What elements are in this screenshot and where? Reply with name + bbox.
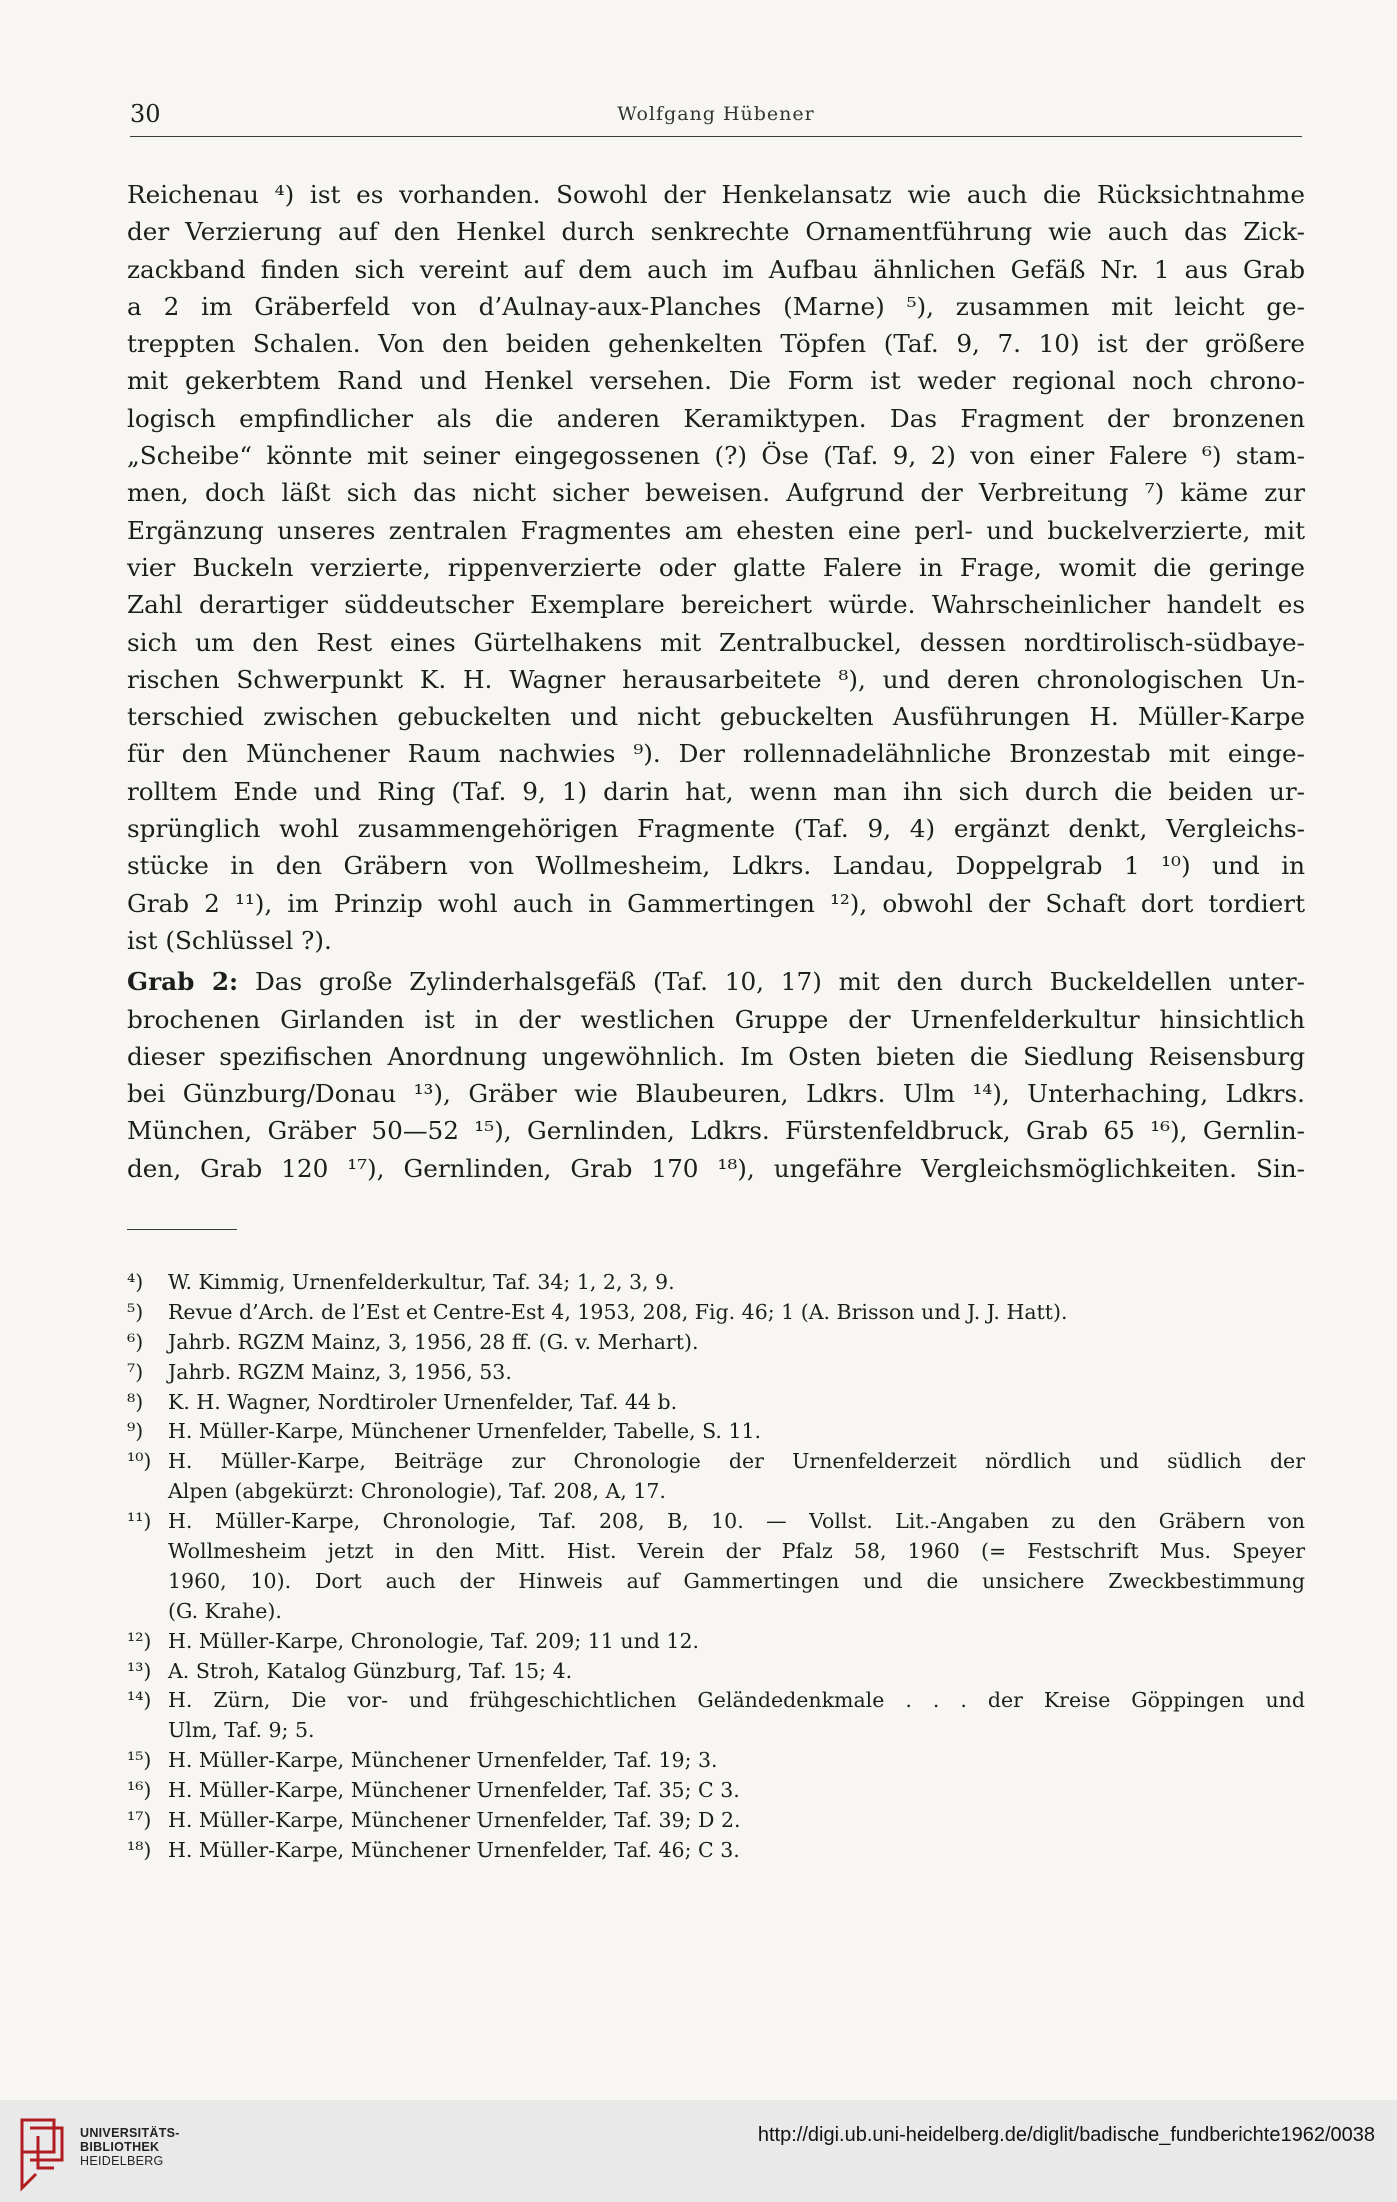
text-line: terschied zwischen gebuckelten und nicht gebuckelten Ausführungen H. Müller-Karpe bbox=[127, 702, 1305, 732]
footnote-number: ¹⁷) bbox=[127, 1808, 152, 1833]
footnote-number: ¹⁰) bbox=[127, 1449, 152, 1474]
footnote-continuation: 1960, 10). Dort auch der Hinweis auf Gammertingen und die unsichere Zweckbestimmung bbox=[168, 1568, 1305, 1593]
text-line: München, Gräber 50—52 ¹⁵), Gernlinden, Ldkrs. Fürstenfeldbruck, Grab 65 ¹⁶), Gernlin- bbox=[127, 1116, 1305, 1146]
source-url-link[interactable]: http://digi.ub.uni-heidelberg.de/diglit/badische_fundberichte1962/0038 bbox=[757, 2124, 1375, 2146]
footnote-text: H. Zürn, Die vor- und frühgeschichtlichen Geländedenkmale . . . der Kreise Göppingen und bbox=[168, 1688, 1305, 1713]
library-name[interactable] bbox=[80, 2126, 180, 2168]
footnote-number: ¹⁴) bbox=[127, 1688, 152, 1713]
footnote-text: H. Müller-Karpe, Münchener Urnenfelder, Tabelle, S. 11. bbox=[168, 1419, 762, 1444]
footnote bbox=[127, 1268, 1305, 1298]
footnote bbox=[127, 1836, 1305, 1866]
footnote-text: K. H. Wagner, Nordtiroler Urnenfelder, Taf. 44 b. bbox=[168, 1389, 678, 1414]
footnote-number: ⁵) bbox=[127, 1299, 144, 1324]
grab2-heading: Grab 2: bbox=[127, 967, 239, 997]
footnote-number: ⁶) bbox=[127, 1329, 144, 1354]
footnote bbox=[127, 1417, 1305, 1447]
footnote-number: ⁷) bbox=[127, 1359, 144, 1384]
library-name-line: UNIVERSITÄTS- bbox=[80, 2126, 180, 2140]
text-line: dieser spezifischen Anordnung ungewöhnlich. Im Osten bieten die Siedlung Reisensburg bbox=[127, 1041, 1305, 1071]
footnote bbox=[127, 1746, 1305, 1776]
text-line: der Verzierung auf den Henkel durch senkrechte Ornamentführung wie auch das Zick- bbox=[127, 217, 1305, 247]
footnote-continuation: Wollmesheim jetzt in den Mitt. Hist. Verein der Pfalz 58, 1960 (= Festschrift Mus. Speyer bbox=[168, 1539, 1305, 1564]
text-line: Reichenau ⁴) ist es vorhanden. Sowohl der Henkelansatz wie auch die Rücksichtnahme bbox=[127, 180, 1305, 209]
text-line: mit gekerbtem Rand und Henkel versehen. Die Form ist weder regional noch chrono- bbox=[127, 366, 1305, 396]
footnote-text: H. Müller-Karpe, Beiträge zur Chronologie der Urnenfelderzeit nördlich und südlich der bbox=[168, 1449, 1305, 1474]
footnote-number: ⁴) bbox=[127, 1270, 144, 1294]
body-text bbox=[127, 176, 1305, 1187]
footnote-text: H. Müller-Karpe, Chronologie, Taf. 209; 11 und 12. bbox=[168, 1628, 700, 1653]
text-line: rolltem Ende und Ring (Taf. 9, 1) darin hat, wenn man ihn sich durch die beiden ur- bbox=[127, 776, 1305, 806]
grab2-first-line: Das große Zylinderhalsgefäß (Taf. 10, 17) mit den durch Buckeldellen unter- bbox=[238, 967, 1306, 997]
text-line: Ergänzung unseres zentralen Fragmentes am ehesten eine perl- und buckelverzierte, mit bbox=[127, 515, 1305, 545]
footnote-number: ¹⁶) bbox=[127, 1778, 152, 1803]
text-line: Zahl derartiger süddeutscher Exemplare bereichert würde. Wahrscheinlicher handelt es bbox=[127, 590, 1305, 620]
footnote-number: ¹¹) bbox=[127, 1509, 152, 1534]
page-header bbox=[130, 100, 1302, 137]
university-library-logo-icon[interactable] bbox=[14, 2108, 72, 2196]
text-line: brochenen Girlanden ist in der westlichen Gruppe der Urnenfelderkultur hinsichtlich bbox=[127, 1004, 1305, 1034]
paragraph-grab2 bbox=[127, 963, 1305, 1187]
footnote-text: Jahrb. RGZM Mainz, 3, 1956, 28 ff. (G. v. Merhart). bbox=[168, 1329, 699, 1354]
footnote-text: A. Stroh, Katalog Günzburg, Taf. 15; 4. bbox=[168, 1658, 573, 1683]
text-line: logisch empfindlicher als die anderen Keramiktypen. Das Fragment der bronzenen bbox=[127, 403, 1305, 433]
footnote bbox=[127, 1298, 1305, 1328]
footnote bbox=[127, 1447, 1305, 1477]
footnote-number: ⁸) bbox=[127, 1389, 144, 1414]
footnote-text: Revue d’Arch. de l’Est et Centre-Est 4, 1953, 208, Fig. 46; 1 (A. Brisson und J. J. Hatt). bbox=[168, 1299, 1068, 1324]
footnote-rule bbox=[127, 1229, 237, 1230]
library-name-line: BIBLIOTHEK bbox=[80, 2140, 160, 2154]
running-head: Wolfgang Hübener bbox=[617, 103, 815, 125]
text-line: zackband finden sich vereint auf dem auch im Aufbau ähnlichen Gefäß Nr. 1 aus Grab bbox=[127, 254, 1305, 284]
footnote bbox=[127, 1776, 1305, 1806]
text-line: sprünglich wohl zusammengehörigen Fragmente (Taf. 9, 4) ergänzt denkt, Vergleichs- bbox=[127, 814, 1305, 844]
footnote-text: Jahrb. RGZM Mainz, 3, 1956, 53. bbox=[168, 1359, 512, 1384]
footnote-number: ¹²) bbox=[127, 1628, 152, 1653]
library-name-line: HEIDELBERG bbox=[80, 2154, 164, 2168]
text-line bbox=[127, 963, 1305, 1000]
footnote-number: ¹³) bbox=[127, 1658, 152, 1683]
text-line: für den Münchener Raum nachwies ⁹). Der rollennadelähnliche Bronzestab mit einge- bbox=[127, 739, 1305, 769]
text-line: sich um den Rest eines Gürtelhakens mit Zentralbuckel, dessen nordtirolisch-südbaye- bbox=[127, 627, 1305, 657]
text-line: treppten Schalen. Von den beiden gehenkelten Töpfen (Taf. 9, 7. 10) ist der größere bbox=[127, 329, 1305, 359]
footnote-continuation: Alpen (abgekürzt: Chronologie), Taf. 208, A, 17. bbox=[168, 1479, 666, 1504]
text-line: Grab 2 ¹¹), im Prinzip wohl auch in Gammertingen ¹²), obwohl der Schaft dort tordiert bbox=[127, 888, 1305, 918]
page-number: 30 bbox=[130, 100, 161, 128]
footnote-continuation: Ulm, Taf. 9; 5. bbox=[168, 1718, 315, 1743]
viewer-footer bbox=[0, 2100, 1397, 2202]
text-line: den, Grab 120 ¹⁷), Gernlinden, Grab 170 ¹⁸), ungefähre Vergleichsmöglichkeiten. Sin- bbox=[127, 1153, 1305, 1183]
text-line: vier Buckeln verzierte, rippenverzierte oder glatte Falere in Frage, womit die geringe bbox=[127, 552, 1305, 582]
footnote-text: W. Kimmig, Urnenfelderkultur, Taf. 34; 1, 2, 3, 9. bbox=[168, 1270, 675, 1294]
text-line: rischen Schwerpunkt K. H. Wagner herausarbeitete ⁸), und deren chronologischen Un- bbox=[127, 664, 1305, 694]
footnote-number: ¹⁸) bbox=[127, 1837, 152, 1862]
footnote bbox=[127, 1657, 1305, 1687]
footnote bbox=[127, 1627, 1305, 1657]
footnote-text: H. Müller-Karpe, Münchener Urnenfelder, Taf. 35; C 3. bbox=[168, 1778, 740, 1803]
text-line: a 2 im Gräberfeld von d’Aulnay-aux-Planches (Marne) ⁵), zusammen mit leicht ge- bbox=[127, 291, 1305, 321]
footnote bbox=[127, 1328, 1305, 1358]
text-line: bei Günzburg/Donau ¹³), Gräber wie Blaubeuren, Ldkrs. Ulm ¹⁴), Unterhaching, Ldkrs. bbox=[127, 1079, 1305, 1109]
text-line: ist (Schlüssel ?). bbox=[127, 925, 332, 955]
paragraph-grab1-continuation bbox=[127, 176, 1305, 959]
footnote bbox=[127, 1806, 1305, 1836]
text-line: stücke in den Gräbern von Wollmesheim, Ldkrs. Landau, Doppelgrab 1 ¹⁰) und in bbox=[127, 851, 1305, 881]
footnote-text: H. Müller-Karpe, Münchener Urnenfelder, Taf. 19; 3. bbox=[168, 1748, 718, 1773]
footnote-number: ¹⁵) bbox=[127, 1748, 152, 1773]
text-line: men, doch läßt sich das nicht sicher beweisen. Aufgrund der Verbreitung ⁷) käme zur bbox=[127, 478, 1305, 508]
footnote-text: H. Müller-Karpe, Chronologie, Taf. 208, B, 10. — Vollst. Lit.-Angaben zu den Gräbern von bbox=[168, 1509, 1305, 1534]
footnote bbox=[127, 1507, 1305, 1537]
footnote-text: H. Müller-Karpe, Münchener Urnenfelder, Taf. 46; C 3. bbox=[168, 1837, 740, 1862]
footnote bbox=[127, 1686, 1305, 1716]
footnote-number: ⁹) bbox=[127, 1419, 144, 1444]
footnote-text: H. Müller-Karpe, Münchener Urnenfelder, Taf. 39; D 2. bbox=[168, 1808, 741, 1833]
footnote bbox=[127, 1388, 1305, 1418]
footnote bbox=[127, 1358, 1305, 1388]
footnote-continuation: (G. Krahe). bbox=[168, 1598, 282, 1623]
text-line: „Scheibe“ könnte mit seiner eingegossenen (?) Öse (Taf. 9, 2) von einer Falere ⁶) stam- bbox=[127, 441, 1305, 471]
footnotes bbox=[127, 1268, 1305, 1866]
